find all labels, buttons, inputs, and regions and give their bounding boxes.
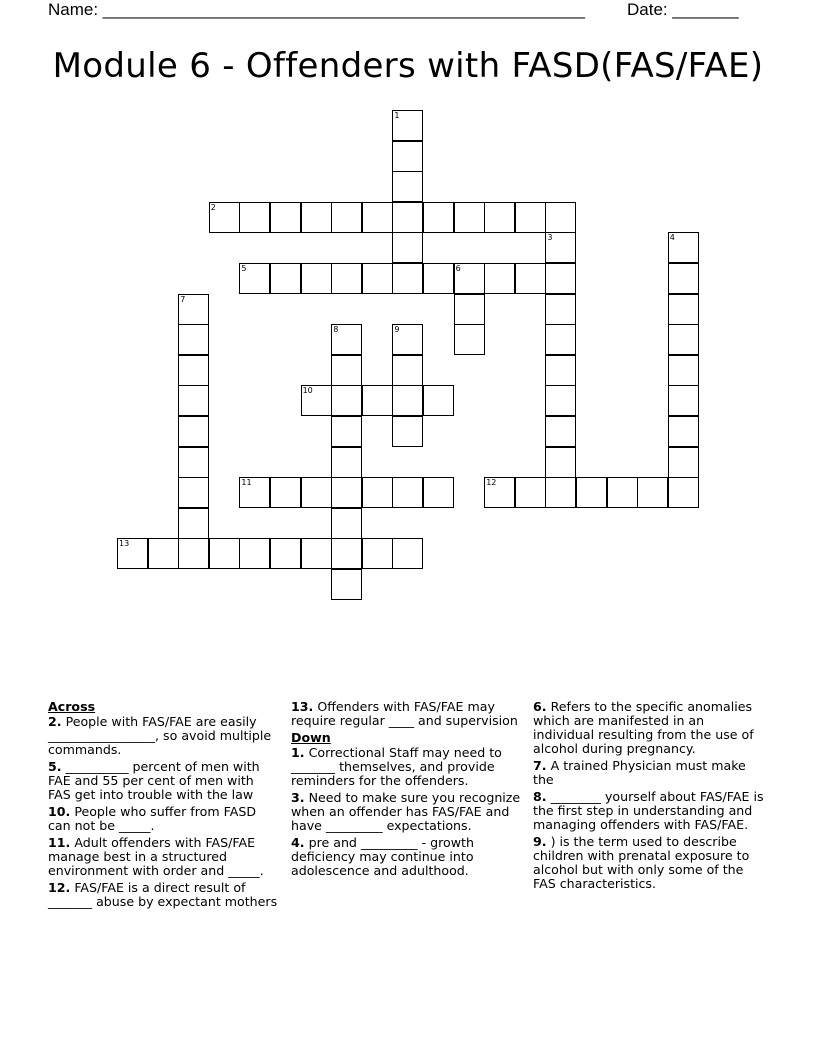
- clue-across-5: 5. __________ percent of men with FAE and 55 per cent of men with FAS get into trouble with the law: [48, 759, 260, 802]
- clue-number: 1: [394, 111, 400, 120]
- grid-cell[interactable]: [331, 538, 362, 569]
- name-field-label: Name: ___________________________________________________: [48, 0, 585, 19]
- grid-cell[interactable]: [362, 477, 393, 508]
- grid-cell[interactable]: [209, 538, 240, 569]
- grid-cell[interactable]: [484, 263, 515, 294]
- grid-cell[interactable]: [362, 385, 393, 416]
- grid-cell[interactable]: [392, 171, 423, 202]
- grid-cell[interactable]: [209, 202, 240, 233]
- clue-down-1: 1. Correctional Staff may need to _______ themselves, and provide reminders for the offenders.: [291, 745, 502, 788]
- grid-cell[interactable]: [178, 447, 209, 478]
- clue-number: 5: [241, 264, 247, 273]
- clues-column-1: [48, 700, 280, 912]
- grid-cell[interactable]: [545, 416, 576, 447]
- grid-cell[interactable]: [362, 202, 393, 233]
- grid-cell[interactable]: [423, 477, 454, 508]
- grid-cell[interactable]: [515, 202, 546, 233]
- grid-cell[interactable]: [454, 202, 485, 233]
- grid-cell[interactable]: [178, 477, 209, 508]
- grid-cell[interactable]: [331, 202, 362, 233]
- grid-cell[interactable]: [545, 477, 576, 508]
- grid-cell[interactable]: [331, 263, 362, 294]
- grid-cell[interactable]: [545, 447, 576, 478]
- grid-cell[interactable]: [668, 447, 699, 478]
- grid-cell[interactable]: [331, 416, 362, 447]
- grid-cell[interactable]: [362, 263, 393, 294]
- clue-number: 8: [333, 325, 339, 335]
- clue-number: 10: [302, 386, 313, 396]
- grid-cell[interactable]: [668, 416, 699, 447]
- grid-cell[interactable]: [239, 477, 270, 508]
- grid-cell[interactable]: [392, 141, 423, 172]
- grid-cell[interactable]: [392, 538, 423, 569]
- grid-cell[interactable]: [392, 263, 423, 294]
- clue-number: 2: [210, 202, 216, 212]
- grid-cell[interactable]: [668, 385, 699, 416]
- grid-cell[interactable]: [668, 324, 699, 355]
- grid-cell[interactable]: [331, 447, 362, 478]
- grid-cell[interactable]: [668, 477, 699, 508]
- grid-cell[interactable]: [668, 232, 699, 263]
- grid-cell[interactable]: [270, 263, 301, 294]
- clue-number: 6: [455, 264, 461, 273]
- clue-down-4: 4. pre and _________ - growth deficiency may continue into adolescence and adulthood.: [291, 835, 474, 878]
- grid-cell[interactable]: [545, 355, 576, 386]
- clue-across-11: 11. Adult offenders with FAS/FAE manage best in a structured environment with order and _____.: [48, 835, 264, 878]
- grid-cell[interactable]: [454, 263, 485, 294]
- grid-cell[interactable]: [270, 477, 301, 508]
- grid-cell[interactable]: [423, 263, 454, 294]
- grid-cell[interactable]: [392, 324, 423, 355]
- clues-column-2: [291, 700, 523, 881]
- grid-cell[interactable]: [607, 477, 638, 508]
- grid-cell[interactable]: [423, 202, 454, 233]
- grid-cell[interactable]: [545, 232, 576, 263]
- grid-cell[interactable]: [576, 477, 607, 508]
- grid-cell[interactable]: [178, 385, 209, 416]
- grid-cell[interactable]: [148, 538, 179, 569]
- grid-cell[interactable]: [178, 508, 209, 539]
- grid-cell[interactable]: [392, 385, 423, 416]
- clue-across-13: 13. Offenders with FAS/FAE may require regular ____ and supervision: [291, 699, 518, 728]
- grid-cell[interactable]: [270, 538, 301, 569]
- grid-cell[interactable]: [392, 110, 423, 141]
- grid-cell[interactable]: [545, 263, 576, 294]
- grid-cell[interactable]: [545, 202, 576, 233]
- clue-down-3: 3. Need to make sure you recognize when an offender has FAS/FAE and have _________ expectations.: [291, 790, 521, 833]
- grid-cell[interactable]: [545, 385, 576, 416]
- grid-cell[interactable]: [515, 477, 546, 508]
- grid-cell[interactable]: [178, 294, 209, 325]
- grid-cell[interactable]: [637, 477, 668, 508]
- grid-cell[interactable]: [331, 477, 362, 508]
- clue-down-6: 6. Refers to the specific anomalies which are manifested in an individual resulting from the use of alcohol during pregnancy.: [533, 699, 754, 756]
- clue-across-10: 10. People who suffer from FASD can not be _____.: [48, 804, 257, 833]
- grid-cell[interactable]: [270, 202, 301, 233]
- grid-cell[interactable]: [423, 385, 454, 416]
- grid-cell[interactable]: [484, 202, 515, 233]
- grid-cell[interactable]: [331, 569, 362, 600]
- grid-cell[interactable]: [178, 538, 209, 569]
- grid-cell[interactable]: [454, 324, 485, 355]
- grid-cell[interactable]: [178, 355, 209, 386]
- across-heading: Across: [48, 699, 96, 714]
- clue-number: 13: [119, 539, 130, 549]
- clue-number: 3: [547, 233, 553, 243]
- grid-cell[interactable]: [301, 263, 332, 294]
- clue-number: 12: [486, 478, 497, 488]
- grid-cell[interactable]: [668, 263, 699, 294]
- grid-cell[interactable]: [331, 508, 362, 539]
- grid-cell[interactable]: [239, 263, 270, 294]
- clue-number: 9: [394, 325, 400, 335]
- down-heading: Down: [291, 730, 331, 745]
- grid-cell[interactable]: [392, 416, 423, 447]
- grid-cell[interactable]: [545, 324, 576, 355]
- grid-cell[interactable]: [301, 202, 332, 233]
- grid-cell[interactable]: [301, 477, 332, 508]
- grid-cell[interactable]: [239, 202, 270, 233]
- grid-cell[interactable]: [331, 355, 362, 386]
- date-field-label: Date: _______: [627, 0, 739, 19]
- grid-cell[interactable]: [362, 538, 393, 569]
- page-title: Module 6 - Offenders with FASD(FAS/FAE): [52, 46, 764, 86]
- grid-cell[interactable]: [239, 538, 270, 569]
- grid-cell[interactable]: [301, 538, 332, 569]
- grid-cell[interactable]: [454, 294, 485, 325]
- grid-cell[interactable]: [392, 477, 423, 508]
- grid-cell[interactable]: [331, 324, 362, 355]
- grid-cell[interactable]: [545, 294, 576, 325]
- grid-cell[interactable]: [668, 355, 699, 386]
- grid-cell[interactable]: [392, 355, 423, 386]
- grid-cell[interactable]: [301, 385, 332, 416]
- grid-cell[interactable]: [484, 477, 515, 508]
- clue-across-2: 2. People with FAS/FAE are easily _________________, so avoid multiple commands.: [48, 714, 272, 757]
- grid-cell[interactable]: [178, 324, 209, 355]
- clues-column-3: [533, 700, 765, 894]
- clue-number: 7: [180, 294, 186, 304]
- grid-cell[interactable]: [117, 538, 148, 569]
- clue-number: 11: [241, 478, 252, 488]
- grid-cell[interactable]: [392, 232, 423, 263]
- clue-down-8: 8. ________ yourself about FAS/FAE is the first step in understanding and managing offenders with FAS/FAE.: [533, 789, 764, 832]
- clue-down-7: 7. A trained Physician must make the: [533, 758, 746, 787]
- clue-down-9: 9. ) is the term used to describe children with prenatal exposure to alcohol but with only some of the FAS characteristics.: [533, 834, 750, 891]
- grid-cell[interactable]: [668, 294, 699, 325]
- grid-cell[interactable]: [331, 385, 362, 416]
- grid-cell[interactable]: [515, 263, 546, 294]
- clue-across-12: 12. FAS/FAE is a direct result of _______ abuse by expectant mothers: [48, 880, 278, 909]
- clue-number: 4: [669, 233, 675, 243]
- grid-cell[interactable]: [178, 416, 209, 447]
- grid-cell[interactable]: [392, 202, 423, 233]
